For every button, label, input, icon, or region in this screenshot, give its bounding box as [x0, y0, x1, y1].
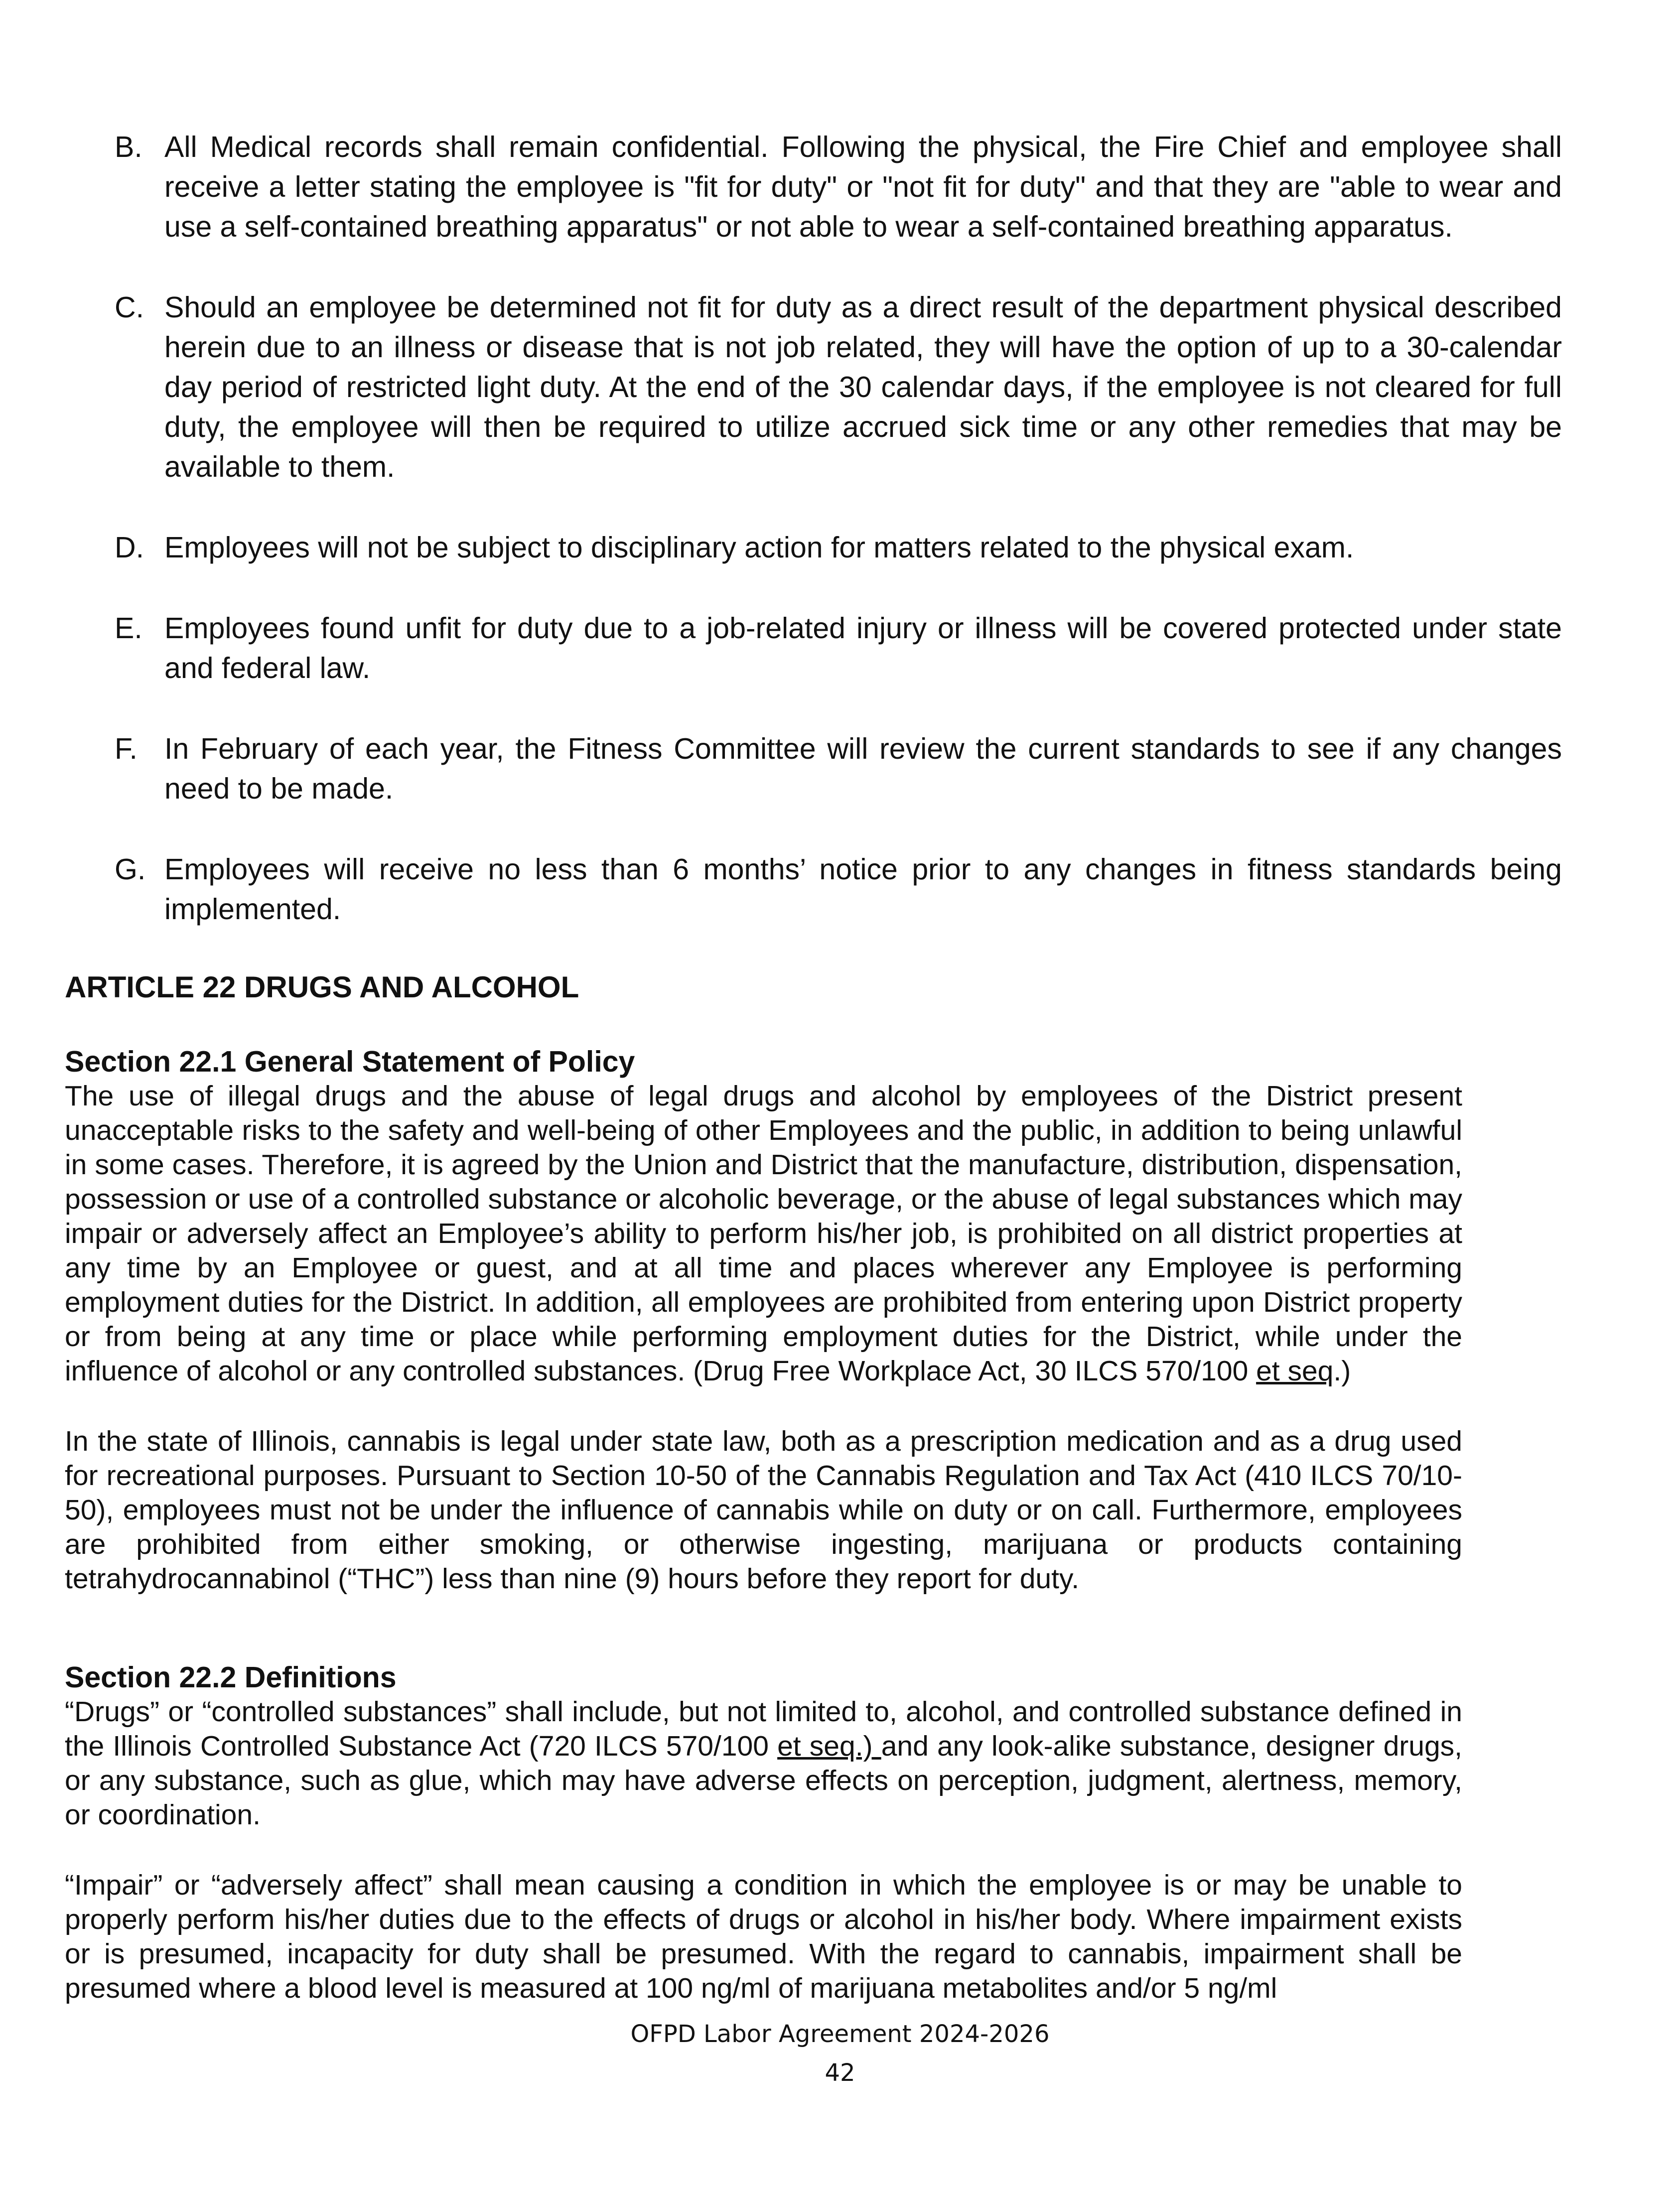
list-item-letter: C.	[115, 291, 144, 324]
section-22-2	[65, 1660, 1462, 2006]
list-item	[115, 729, 1562, 809]
list-item-letter: D.	[115, 531, 144, 564]
list-item	[115, 287, 1562, 487]
list-item	[115, 528, 1562, 567]
list-item	[115, 608, 1562, 688]
list-item	[115, 127, 1562, 247]
list-item-text: In February of each year, the Fitness Committee will review the current standards to see if any changes need to be made.	[164, 732, 1562, 805]
list-item-text: Employees will not be subject to disciplinary action for matters related to the physical exam.	[164, 531, 1354, 564]
paragraph-text: “Drugs” or “controlled substances” shall include, but not limited to, alcohol, and controlled substance defined in the Illinois Controlled Substance Act (720 ILCS 570/100	[65, 1696, 1462, 1762]
list-item-text: Should an employee be determined not fit for duty as a direct result of the department physical described herein due to an illness or disease that is not job related, they will have the option of up to a 30-calendar day period of restricted light duty. At the end of the 30 calendar days, if the employee is not cleared for full duty, the employee will then be required to utilize accrued sick time or any other remedies that may be available to them.	[164, 291, 1562, 483]
list-item-text: Employees will receive no less than 6 months’ notice prior to any changes in fitness standards being implemented.	[164, 853, 1562, 926]
list-item-letter: F.	[115, 732, 138, 765]
cannabis-paragraph: In the state of Illinois, cannabis is legal under state law, both as a prescription medication and as a drug used for recreational purposes. Pursuant to Section 10-50 of the Cannabis Regulation and Tax Act (410 ILCS 70/10-50), employees must not be under the influence of cannabis while on duty or on call. Furthermore, employees are prohibited from either smoking, or otherwise ingesting, marijuana or products containing tetrahydrocannabinol (“THC”) less than nine (9) hours before they report for duty.	[65, 1425, 1462, 1595]
article-title: ARTICLE 22 DRUGS AND ALCOHOL	[65, 970, 579, 1004]
section-22-1	[65, 1044, 1462, 1596]
list-item-letter: B.	[115, 131, 142, 163]
section-heading: Section 22.2 Definitions	[65, 1661, 397, 1694]
list-item-text: Employees found unfit for duty due to a job-related injury or illness will be covered protected under state and federal law.	[164, 612, 1562, 684]
list-item-text: All Medical records shall remain confidential. Following the physical, the Fire Chief and employee shall receive a letter stating the employee is "fit for duty" or "not fit for duty" and that they are "able to wear and use a self-contained breathing apparatus" or not able to wear a self-contained breathing apparatus.	[164, 131, 1562, 243]
page-number: 42	[825, 2059, 855, 2087]
list-item-letter: E.	[115, 612, 142, 645]
policy-paragraph	[65, 1079, 1462, 1388]
numbered-list	[115, 127, 1562, 970]
footer-title: OFPD Labor Agreement 2024-2026	[630, 2020, 1050, 2048]
section-heading: Section 22.1 General Statement of Policy	[65, 1045, 635, 1078]
paragraph-text: .)	[1333, 1355, 1351, 1387]
paragraph-text: and any look-alike substance, designer drugs, or any substance, such as glue, which may have adverse effects on perception, judgment, alertness, memory, or coordination.	[65, 1730, 1462, 1831]
citation-link: et seq.)	[777, 1730, 881, 1762]
list-item-letter: G.	[115, 853, 146, 886]
impair-definition-paragraph: “Impair” or “adversely affect” shall mean causing a condition in which the employee is or may be unable to properly perform his/her duties due to the effects of drugs or alcohol in his/her body. Where impairment exists or is presumed, incapacity for duty shall be presumed. With the regard to cannabis, impairment shall be presumed where a blood level is measured at 100 ng/ml of marijuana metabolites and/or 5 ng/ml	[65, 1869, 1462, 2004]
paragraph-text: The use of illegal drugs and the abuse of legal drugs and alcohol by employees of the District present unacceptable risks to the safety and well-being of other Employees and the public, in addition to being unlawful in some cases. Therefore, it is agreed by the Union and District that the manufacture, distribution, dispensation, possession or use of a controlled substance or alcoholic beverage, or the abuse of legal substances which may impair or adversely affect an Employee’s ability to perform his/her job, is prohibited on all district properties at any time by an Employee or guest, and at all time and places wherever any Employee is performing employment duties for the District. In addition, all employees are prohibited from entering upon District property or from being at any time or place while performing employment duties for the District, while under the influence of alcohol or any controlled substances. (Drug Free Workplace Act, 30 ILCS 570/100	[65, 1080, 1462, 1387]
drugs-definition-paragraph	[65, 1695, 1462, 1832]
list-item	[115, 849, 1562, 929]
citation-link: et seq	[1256, 1355, 1334, 1387]
